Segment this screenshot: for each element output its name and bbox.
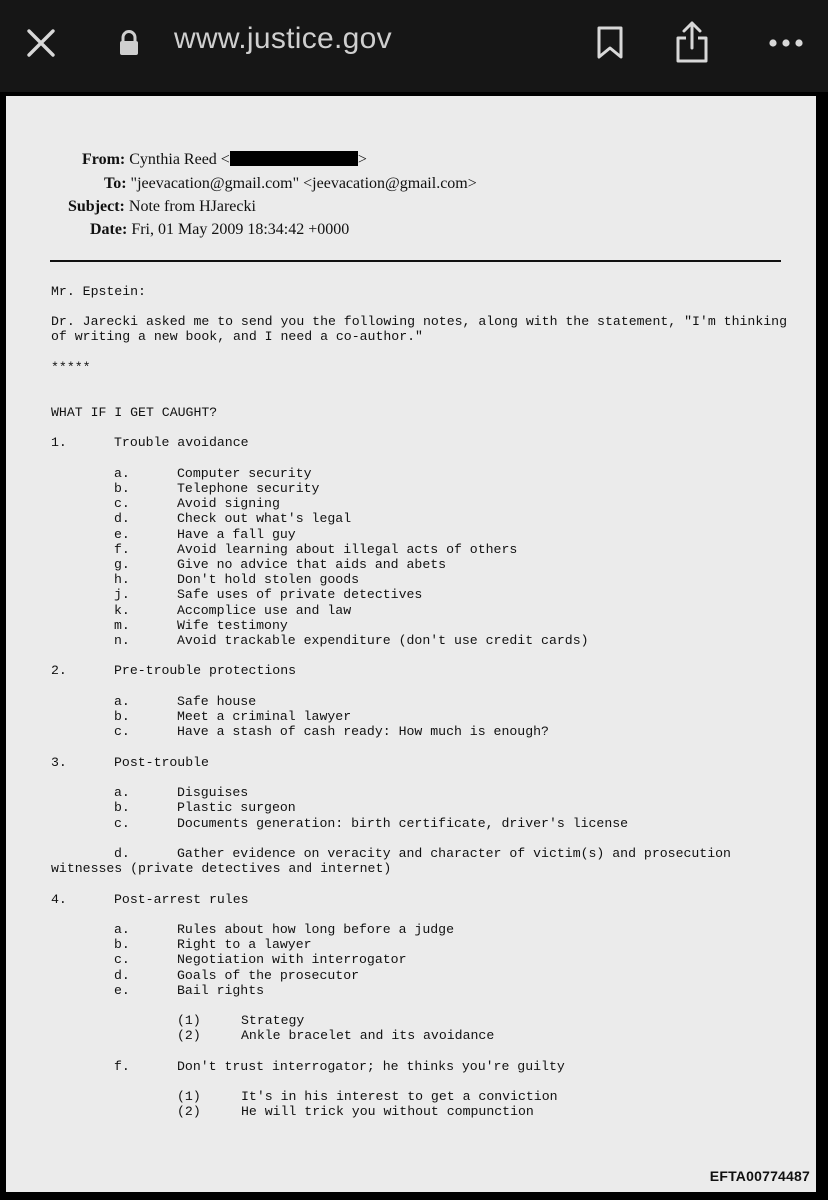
list-item-text: Right to a lawyer [177,937,312,952]
close-icon[interactable] [26,28,56,58]
email-to [104,173,477,195]
header-divider [50,260,781,262]
list-item-text: Have a fall guy [177,527,296,542]
list-item-letter: b. [114,481,130,496]
list-item-letter: a. [114,922,130,937]
list-item-letter: h. [114,572,130,587]
section-title: Trouble avoidance [114,435,249,450]
list-item-letter: f. [114,1059,130,1074]
list-item-letter: b. [114,937,130,952]
from-value: Cynthia Reed < [129,151,230,168]
list-item-letter: g. [114,557,130,572]
email-subject [68,196,256,218]
sub-item-text: It's in his interest to get a conviction [241,1089,558,1104]
list-item-text: Have a stash of cash ready: How much is enough? [177,724,549,739]
separator-stars: ***** [51,360,91,375]
list-item-text: Check out what's legal [177,511,352,526]
lock-icon [118,30,140,56]
list-item-text: Safe uses of private detectives [177,587,423,602]
email-from [82,149,367,171]
list-item-text: Avoid learning about illegal acts of others [177,542,518,557]
section-number: 2. [51,663,67,678]
address-bar-url[interactable]: www.justice.gov [174,22,392,55]
list-item-text: Goals of the prosecutor [177,968,360,983]
to-value: "jeevacation@gmail.com" <jeevacation@gmail.com> [130,175,477,192]
section-title: Post-arrest rules [114,892,249,907]
list-item-letter: c. [114,816,130,831]
sub-item-number: (2) [177,1104,201,1119]
list-item-text: Avoid signing [177,496,280,511]
section-number: 1. [51,435,67,450]
to-label: To: [104,175,127,192]
list-item-letter: a. [114,694,130,709]
from-label: From: [82,151,126,168]
sub-item-number: (1) [177,1013,201,1028]
list-item-letter: k. [114,603,130,618]
list-item-text: Documents generation: birth certificate, driver's license [177,816,629,831]
list-item-text: Rules about how long before a judge [177,922,454,937]
list-item-text: Accomplice use and law [177,603,352,618]
list-item-text: Give no advice that aids and abets [177,557,447,572]
list-item-text: Negotiation with interrogator [177,952,407,967]
section-number: 4. [51,892,67,907]
sub-item-number: (1) [177,1089,201,1104]
list-item-letter: n. [114,633,130,648]
list-item-letter: d. [114,968,130,983]
list-item-text: Safe house [177,694,257,709]
share-icon[interactable] [674,20,710,64]
sub-item-text: Strategy [241,1013,305,1028]
subject-label: Subject: [68,198,125,215]
list-item-letter: e. [114,527,130,542]
list-item-text: Don't hold stolen goods [177,572,360,587]
list-item-letter: c. [114,724,130,739]
list-item-text: Don't trust interrogator; he thinks you're guilty [177,1059,565,1074]
list-item-text: Bail rights [177,983,265,998]
list-item-letter: f. [114,542,130,557]
list-item-letter: a. [114,785,130,800]
subject-value: Note from HJarecki [128,198,256,215]
list-item-text: Meet a criminal lawyer [177,709,352,724]
list-item-text: Wife testimony [177,618,288,633]
sub-item-number: (2) [177,1028,201,1043]
list-item-letter: e. [114,983,130,998]
list-item-letter: b. [114,800,130,815]
notes-heading: WHAT IF I GET CAUGHT? [51,405,218,420]
more-options-icon[interactable] [768,38,804,48]
sub-item-text: He will trick you without compunction [241,1104,534,1119]
document-id: EFTA00774487 [709,1168,810,1184]
list-item-letter: b. [114,709,130,724]
list-item-letter: c. [114,496,130,511]
list-item-letter: d. [114,846,130,861]
sub-item-text: Ankle bracelet and its avoidance [241,1028,495,1043]
redaction-box [230,151,358,166]
email-date [90,219,349,241]
date-label: Date: [90,221,128,238]
list-item-text: Avoid trackable expenditure (don't use credit cards) [177,633,589,648]
intro-line-1: Dr. Jarecki asked me to send you the following notes, along with the statement, "I'm thinking [51,314,787,329]
list-item-letter: c. [114,952,130,967]
list-item-text: Plastic surgeon [177,800,296,815]
list-item-text: Telephone security [177,481,320,496]
list-item-letter: j. [114,587,130,602]
date-value: Fri, 01 May 2009 18:34:42 +0000 [131,221,350,238]
section-title: Pre-trouble protections [114,663,297,678]
bookmark-icon[interactable] [596,26,624,60]
document-page [6,96,816,1192]
list-item-text: Disguises [177,785,249,800]
section-number: 3. [51,755,67,770]
list-item-letter: a. [114,466,130,481]
list-item-text: Computer security [177,466,312,481]
intro-line-2: of writing a new book, and I need a co-author." [51,329,423,344]
list-item-letter: m. [114,618,130,633]
list-item-letter: d. [114,511,130,526]
from-tail: > [357,151,367,168]
greeting: Mr. Epstein: [51,284,146,299]
list-item-continuation: witnesses (private detectives and internet) [51,861,392,876]
section-title: Post-trouble [114,755,209,770]
list-item-text: Gather evidence on veracity and character of victim(s) and prosecution [177,846,731,861]
browser-toolbar [0,0,828,92]
